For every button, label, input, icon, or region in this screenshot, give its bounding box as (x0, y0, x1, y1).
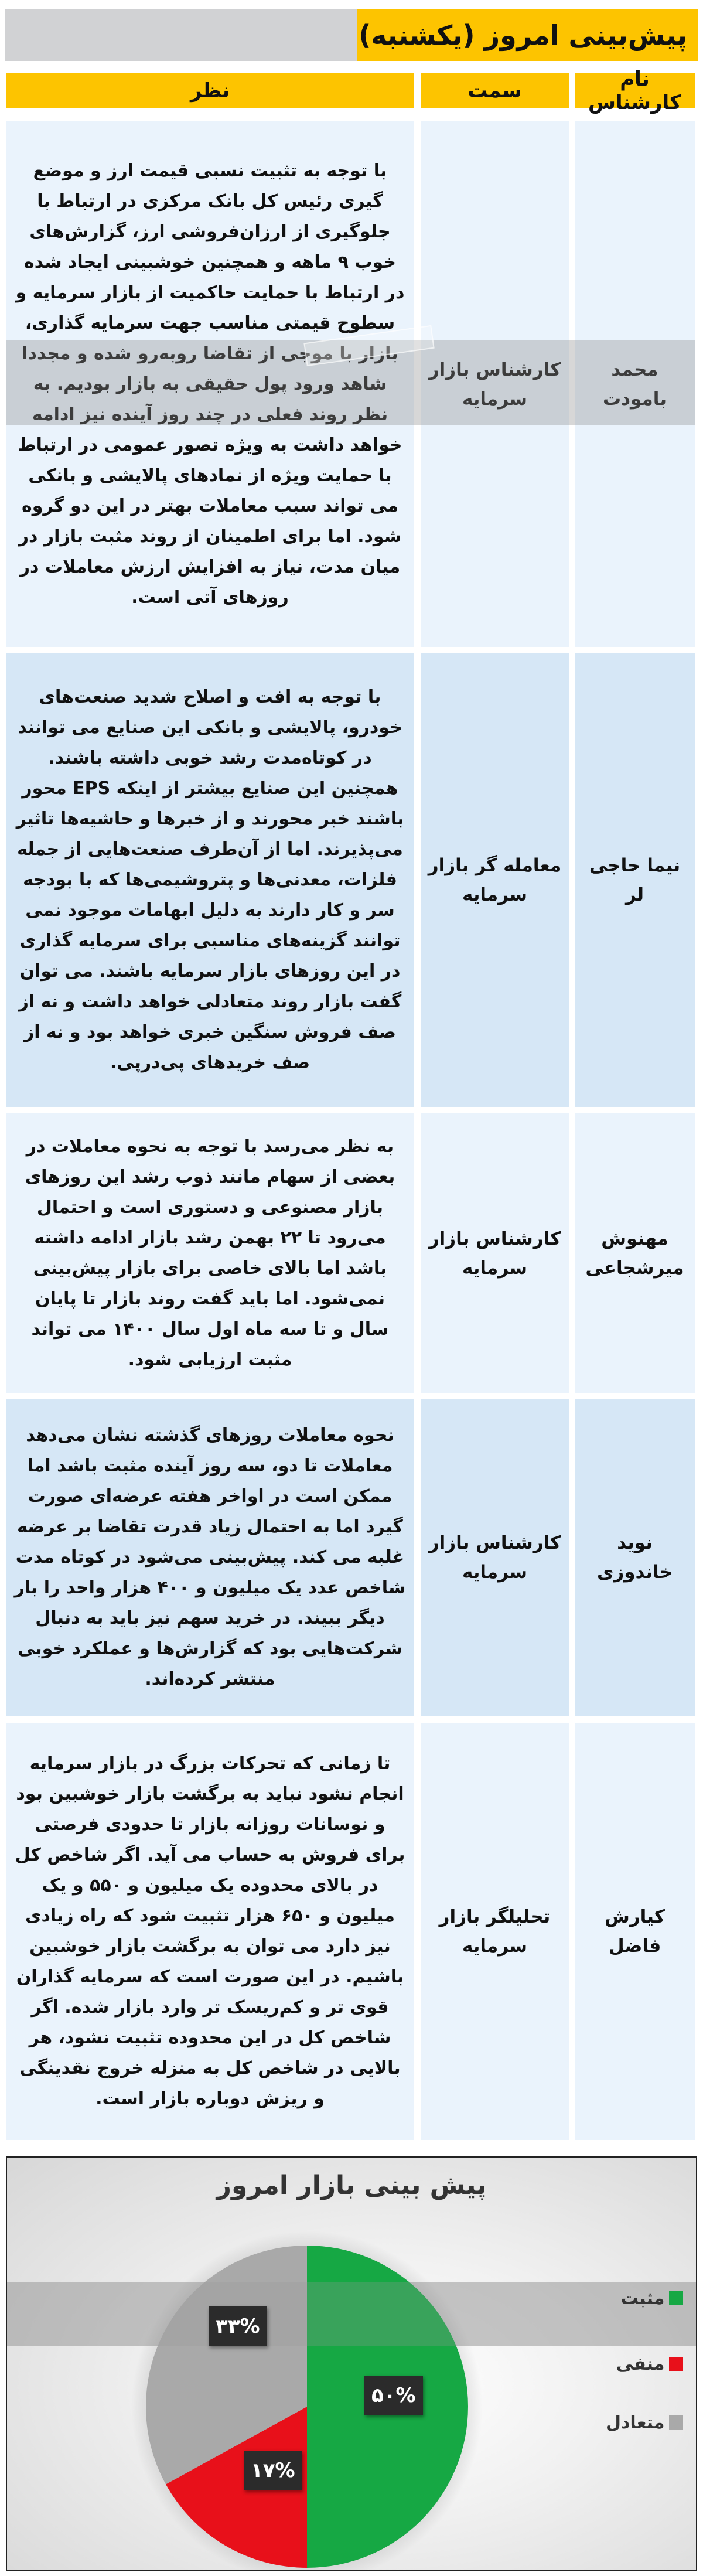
column-header-name: نام کارشناس (575, 73, 695, 108)
title-gray-block (5, 9, 357, 61)
pie-label-neutral: ۳۳% (209, 2306, 267, 2346)
legend-label-neutral: متعادل (606, 2412, 665, 2433)
table-row-3-role: کارشناس بازار سرمایه (421, 1113, 569, 1393)
legend-item-positive (606, 2284, 683, 2312)
legend-item-neutral (606, 2408, 683, 2437)
legend-label-positive: مثبت (620, 2288, 665, 2309)
column-header-opinion: نظر (6, 73, 414, 108)
chart-legend (606, 2284, 683, 2437)
table-row-4-name: نوید خاندوزی (575, 1399, 695, 1716)
legend-swatch-neutral (669, 2415, 683, 2430)
table-row-4-role: کارشناس بازار سرمایه (421, 1399, 569, 1716)
table-row-2-opinion: با توجه به افت و اصلاح شدید صنعت‌های خودرو، پالایشی و بانکی این صنایع می توانند در کوتاه‌مدت رشد خوبی داشته باشند. همچنین این صنایع بیشتر از اینکه EPS محور باشند خبر محورند و از خبرها و حاشیه‌ها تاثیر می‌پذیرند. اما از آن‌طرف صنعت‌هایی از جمله فلزات، معدنی‌ها و پتروشیمی‌ها که با بودجه سر و کار دارند به دلیل ابهامات موجود نمی توانند گزینه‌های مناسبی برای سرمایه گذاری در این روزهای بازار سرمایه باشند. می توان گفت بازار روند متعادلی خواهد داشت و نه از صف فروش سنگین خبری خواهد بود و نه از صف خریدهای پی‌درپی. (6, 653, 414, 1107)
pie-label-negative: ۱۷% (244, 2451, 302, 2490)
table-row-5-opinion: تا زمانی که تحرکات بزرگ در بازار سرمایه انجام نشود نباید به برگشت بازار خوشبین بود و نوسانات روزانه بازار تا حدودی فرصتی برای فروش به حساب می آید. اگر شاخص کل در بالای محدوده یک میلیون و ۵۵۰ و یک میلیون و ۶۵۰ هزار تثبیت شود که راه زیادی نیز دارد می توان به برگشت بازار خوشبین باشیم. در این صورت است که سرمایه گذاران قوی تر و کم‌ریسک تر وارد بازار شده. اگر شاخص کل در این محدوده تثبیت نشود، هر بالایی در شاخص کل به منزله خروج نقدینگی و ریزش دوباره بازار است. (6, 1723, 414, 2140)
watermark-band-overlay (7, 2282, 697, 2346)
page-title-banner (5, 9, 698, 61)
chart-title: پیش بینی بازار امروز (216, 2170, 487, 2200)
legend-swatch-positive (669, 2291, 683, 2305)
column-header-role: سمت (421, 73, 569, 108)
table-row-2-name: نیما حاجی لر (575, 653, 695, 1107)
table-row-5-role: تحلیلگر بازار سرمایه (421, 1723, 569, 2140)
legend-item-negative (606, 2350, 683, 2378)
legend-label-negative: منفی (616, 2353, 665, 2374)
table-row-4-opinion: نحوه معاملات روزهای گذشته نشان می‌دهد معاملات تا دو، سه روز آینده مثبت باشد اما ممکن است در اواخر هفته عرضه‌ای صورت گیرد اما به احتمال زیاد قدرت تقاضا بر عرضه غلبه می کند. پیش‌بینی می‌شود در کوتاه مدت شاخص عدد یک میلیون و ۴۰۰ هزار واحد را بار دیگر ببیند. در خرید سهم نیز باید به دنبال شرکت‌هایی بود که گزارش‌ها و عملکرد خوبی منتشر کرده‌اند. (6, 1399, 414, 1716)
table-row-1-name: محمد بامودت (575, 121, 695, 647)
table-row-2-role: معامله گر بازار سرمایه (421, 653, 569, 1107)
table-row-1-opinion: با توجه به تثبیت نسبی قیمت ارز و موضع گیری رئیس کل بانک مرکزی در ارتباط با جلوگیری از ارزان‌فروشی ارز، گزارش‌های خوب ۹ ماهه و همچنین خوشبینی ایجاد شده در ارتباط با حمایت حاکمیت از بازار سرمایه و سطوح قیمتی مناسب جهت سرمایه گذاری، بازار با موجی از تقاضا روبه‌رو شده و مجددا شاهد ورود پول حقیقی به بازار بودیم. به نظر روند فعلی در چند روز آینده نیز ادامه خواهد داشت به ویژه تصور عمومی در ارتباط با حمایت ویژه از نمادهای پالایشی و بانکی می تواند سبب معاملات بهتر در این دو گروه شود. اما برای اطمینان از روند مثبت بازار در میان مدت، نیاز به افزایش ارزش معاملات در روزهای آتی است. (6, 121, 414, 647)
pie-chart (7, 2158, 697, 2571)
page-title: پیش‌بینی امروز (یکشنبه) (359, 19, 687, 51)
table-row-3-name: مهنوش میرشجاعی (575, 1113, 695, 1393)
title-yellow-block (357, 9, 698, 61)
legend-swatch-negative (669, 2357, 683, 2371)
pie-chart-panel (6, 2156, 697, 2571)
pie-label-positive: ۵۰% (364, 2376, 423, 2415)
table-row-1-role: کارشناس بازار سرمایه (421, 121, 569, 647)
table-row-5-name: کیارش فاضل (575, 1723, 695, 2140)
table-row-3-opinion: به نظر می‌رسد با توجه به نحوه معاملات در بعضی از سهام مانند ذوب رشد این روزهای بازار مصنوعی و دستوری است و احتمال می‌رود تا ۲۲ بهمن رشد بازار ادامه داشته باشد اما بالای خاصی برای بازار پیش‌بینی نمی‌شود. اما باید گفت روند بازار تا پایان سال و تا سه ماه اول سال ۱۴۰۰ می تواند مثبت ارزیابی شود. (6, 1113, 414, 1393)
